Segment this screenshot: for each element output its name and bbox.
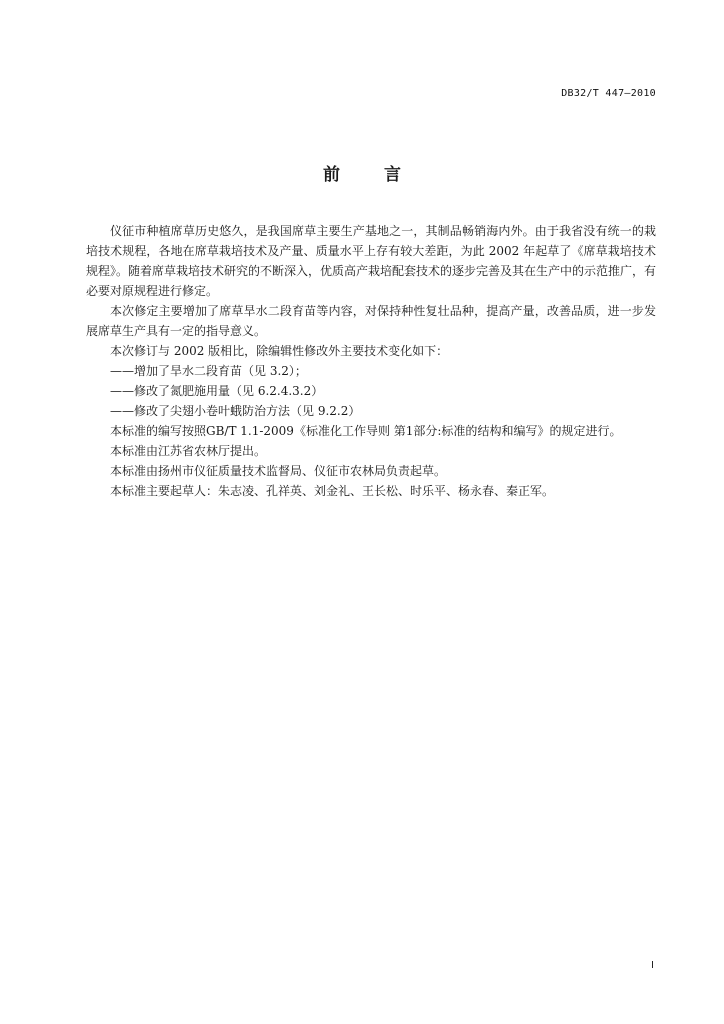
paragraph-history: 仪征市种植席草历史悠久，是我国席草主要生产基地之一，其制品畅销海内外。由于我省没有统一的栽培技术规程，各地在席草栽培技术及产量、质量水平上存有较大差距，为此 2002 年起草了《席草栽培技术规程》。随着席草栽培技术研究的不断深入，优质高产栽培配套技术的逐步完善及其在生产中的示范推广，有必要对原规程进行修定。 xyxy=(86,224,657,298)
paragraph-revision-scope: 本次修定主要增加了席草旱水二段育苗等内容，对保持种性复壮品种，提高产量，改善品质，进一步发展席草生产具有一定的指导意义。 xyxy=(86,304,656,338)
statement-drafting-units: 本标准由扬州市仪征质量技术监督局、仪征市农林局负责起草。 xyxy=(110,464,447,478)
title-char-1: 前 xyxy=(323,165,340,185)
statement-drafting-rules: 本标准的编写按照GB/T 1.1-2009《标准化工作导则 第1部分:标准的结构和编写》的规定进行。 xyxy=(110,424,622,438)
statement-drafters: 本标准主要起草人：朱志凌、孔祥英、刘金礼、王长松、时乐平、杨永春、秦正军。 xyxy=(110,484,555,498)
change-item: ——增加了旱水二段育苗（见 3.2）； xyxy=(110,364,307,378)
statement-proposer: 本标准由江苏省农林厅提出。 xyxy=(110,444,267,458)
foreword-body xyxy=(86,221,656,501)
standard-code: DB32/T 447—2010 xyxy=(561,88,656,99)
paragraph-changes-intro: 本次修订与 2002 版相比，除编辑性修改外主要技术变化如下： xyxy=(110,344,449,358)
change-item: ——修改了氮肥施用量（见 6.2.4.3.2） xyxy=(110,384,324,398)
change-item: ——修改了尖翅小卷叶蛾防治方法（见 9.2.2） xyxy=(110,404,361,418)
title-char-2: 言 xyxy=(384,165,401,185)
page-number: I xyxy=(651,960,654,971)
page-title xyxy=(0,160,724,185)
